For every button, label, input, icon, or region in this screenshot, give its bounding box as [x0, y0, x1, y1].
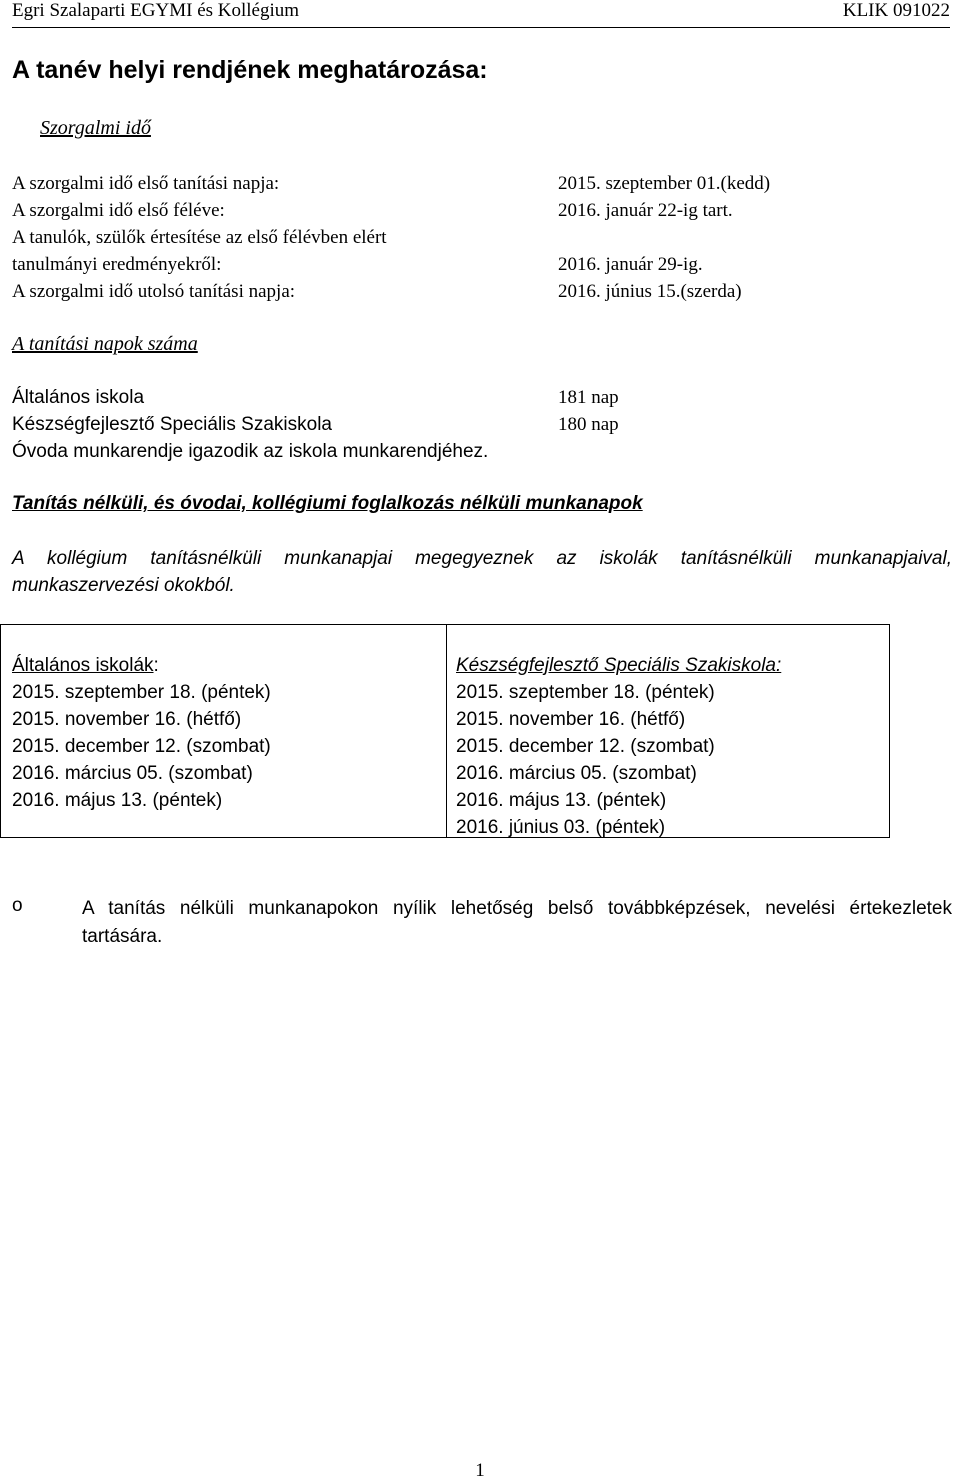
table-column-heading [12, 652, 271, 679]
szorgalmi-row-label: tanulmányi eredményekről: [12, 254, 222, 275]
szorgalmi-row-value: 2016. január 29-ig. [558, 254, 703, 275]
table-cell: 2015. december 12. (szombat) [456, 736, 715, 757]
table-column-divider [446, 625, 447, 837]
table-cell: 2016. március 05. (szombat) [456, 763, 697, 784]
napok-row-label: Óvoda munkarendje igazodik az iskola munkarendjéhez. [12, 441, 489, 462]
napok-row-label: Általános iskola [12, 387, 145, 408]
page-title: A tanév helyi rendjének meghatározása: [12, 56, 488, 84]
szorgalmi-row-value: 2015. szeptember 01.(kedd) [558, 173, 771, 194]
header-divider [12, 27, 950, 28]
szorgalmi-row-label: A szorgalmi idő első féléve: [12, 200, 225, 221]
table-heading-text: Készségfejlesztő Speciális Szakiskola: [456, 655, 782, 676]
section-heading-napok: A tanítási napok száma [12, 333, 198, 355]
page-number: 1 [475, 1460, 485, 1481]
table-cell: 2015. november 16. (hétfő) [12, 709, 242, 730]
szorgalmi-row-label: A szorgalmi idő első tanítási napja: [12, 173, 280, 194]
table-cell: 2016. március 05. (szombat) [12, 763, 253, 784]
table-cell: 2016. június 03. (péntek) [456, 817, 666, 838]
napok-row-label: Készségfejlesztő Speciális Szakiskola [12, 414, 332, 435]
munkanapok-paragraph-line: munkaszervezési okokból. [12, 575, 235, 596]
szorgalmi-row-value: 2016. január 22-ig tart. [558, 200, 733, 221]
section-heading-szorgalmi: Szorgalmi idő [40, 117, 151, 139]
szorgalmi-row-label: A szorgalmi idő utolsó tanítási napja: [12, 281, 296, 302]
bullet-marker: o [12, 895, 23, 916]
munkanapok-paragraph [12, 545, 952, 599]
header-code: KLIK 091022 [842, 0, 950, 21]
table-cell: 2015. szeptember 18. (péntek) [12, 682, 271, 703]
napok-row-value: 181 nap [558, 387, 619, 408]
table-column-szakiskola [456, 625, 781, 841]
header-school-name: Egri Szalaparti EGYMI és Kollégium [12, 0, 300, 21]
table-cell: 2015. szeptember 18. (péntek) [456, 682, 715, 703]
table-column-heading [456, 652, 781, 679]
bullet-text: A tanítás nélküli munkanapokon nyílik lehetőség belső továbbképzések, nevelési értekezletek tartására. [82, 898, 952, 947]
table-cell: 2015. november 16. (hétfő) [456, 709, 686, 730]
table-heading-text: Általános iskolák [12, 655, 154, 676]
table-column-altalanos [12, 625, 271, 814]
table-heading-colon: : [153, 655, 159, 676]
table-cell: 2015. december 12. (szombat) [12, 736, 271, 757]
table-cell: 2016. május 13. (péntek) [12, 790, 223, 811]
szorgalmi-row-label: A tanulók, szülők értesítése az első félévben elért [12, 227, 387, 248]
table-cell: 2016. május 13. (péntek) [456, 790, 667, 811]
section-heading-munkanapok: Tanítás nélküli, és óvodai, kollégiumi foglalkozás nélküli munkanapok [12, 493, 643, 514]
munkanapok-table [0, 624, 890, 838]
napok-row-value: 180 nap [558, 414, 619, 435]
szorgalmi-row-value: 2016. június 15.(szerda) [558, 281, 742, 302]
munkanapok-paragraph-line: A kollégium tanításnélküli munkanapjai megegyeznek az iskolák tanításnélküli munkanapjaival, [12, 548, 952, 569]
